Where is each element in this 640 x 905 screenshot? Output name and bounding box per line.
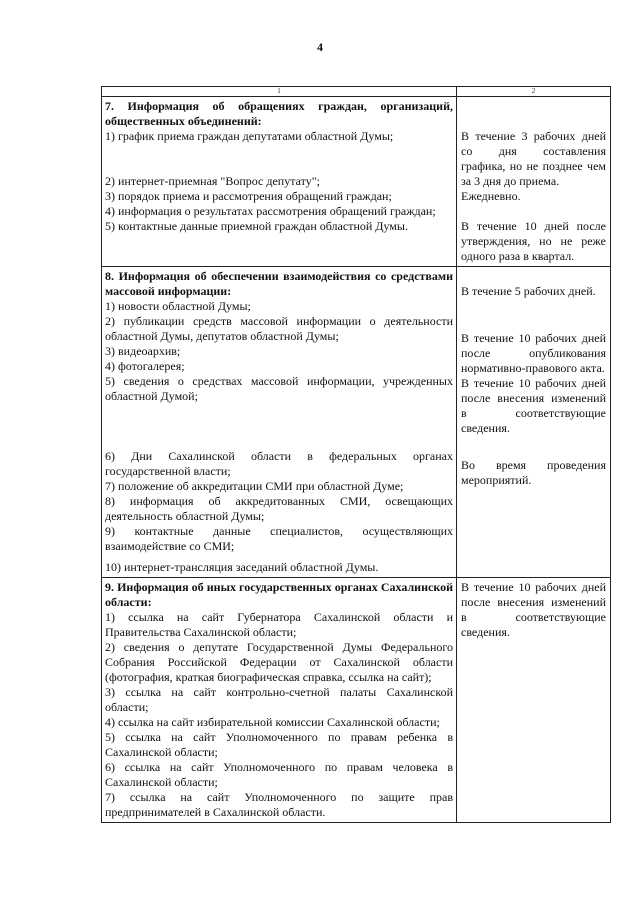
section-9-item-5: 5) ссылка на сайт Уполномоченного по правам ребенка в Сахалинской области; [105,730,453,759]
section-9-content [102,578,457,823]
section-8-content [102,267,457,578]
section-7-term-1: В течение 3 рабочих дней со дня составления графика, но не позднее чем за 3 дня до приема. [461,129,606,188]
section-7-item-5: 5) контактные данные приемной граждан областной Думы. [105,219,408,233]
section-8-term-2: В течение 10 рабочих дней после опубликования нормативно-правового акта. [461,331,606,375]
section-8-item-5: 5) сведения о средствах массовой информации, учрежденных областной Думой; [105,374,453,403]
section-8-item-10: 10) интернет-трансляция заседаний областной Думы. [105,560,379,574]
section-8-item-6: 6) Дни Сахалинской области в федеральных органах государственной власти; [105,449,453,478]
info-table [101,86,611,823]
section-8-term-1: В течение 5 рабочих дней. [461,284,596,298]
table-header-row [102,87,611,97]
section-7-content [102,97,457,267]
section-7-item-1: 1) график приема граждан депутатами областной Думы; [105,129,394,143]
section-8-item-8: 8) информация об аккредитованных СМИ, освещающих деятельность областной Думы; [105,494,453,523]
section-9-title: 9. Информация об иных государственных органах Сахалинской области: [105,580,453,609]
column-header-1: 1 [102,87,457,97]
section-8-term-3: В течение 10 рабочих дней после внесения изменений в соответствующие сведения. [461,376,606,435]
section-8-terms [457,267,611,578]
section-9-terms [457,578,611,823]
section-8-term-4: Во время проведения мероприятий. [461,458,606,487]
section-9-row [102,578,611,823]
section-9-item-1: 1) ссылка на сайт Губернатора Сахалинской области и Правительства Сахалинской области; [105,610,453,639]
section-7-item-3: 3) порядок приема и рассмотрения обращений граждан; [105,189,392,203]
section-7-title: 7. Информация об обращениях граждан, организаций, общественных объединений: [105,99,453,128]
section-7-item-4: 4) информация о результатах рассмотрения обращений граждан; [105,204,436,218]
section-9-item-6: 6) ссылка на сайт Уполномоченного по правам человека в Сахалинской области; [105,760,453,789]
section-8-title: 8. Информация об обеспечении взаимодействия со средствами массовой информации: [105,269,453,298]
section-9-item-3: 3) ссылка на сайт контрольно-счетной палаты Сахалинской области; [105,685,453,714]
column-header-2: 2 [457,87,611,97]
section-8-item-3: 3) видеоархив; [105,344,181,358]
section-7-term-2: Ежедневно. [461,189,521,203]
page-number: 4 [317,40,323,54]
section-9-item-4: 4) ссылка на сайт избирательной комиссии Сахалинской области; [105,715,440,729]
section-7-item-2: 2) интернет-приемная "Вопрос депутату"; [105,174,320,188]
section-7-terms [457,97,611,267]
section-9-item-2: 2) сведения о депутате Государственной Думы Федерального Собрания Российской Федерации от Сахалинской области (фотография, краткая биографическая справка, ссылка на сайт); [105,640,453,684]
section-8-item-2: 2) публикации средств массовой информации о деятельности областной Думы, депутатов областной Думы; [105,314,453,343]
section-8-item-7: 7) положение об аккредитации СМИ при областной Думе; [105,479,404,493]
section-8-item-4: 4) фотогалерея; [105,359,185,373]
section-8-row [102,267,611,578]
section-7-term-3: В течение 10 дней после утверждения, но не реже одного раза в квартал. [461,219,606,263]
section-8-item-1: 1) новости областной Думы; [105,299,251,313]
section-7-row [102,97,611,267]
section-9-term-1: В течение 10 рабочих дней после внесения изменений в соответствующие сведения. [461,580,606,639]
section-9-item-7: 7) ссылка на сайт Уполномоченного по защите прав предпринимателей в Сахалинской области. [105,790,453,819]
section-8-item-9: 9) контактные данные специалистов, осуществляющих взаимодействие со СМИ; [105,524,453,553]
